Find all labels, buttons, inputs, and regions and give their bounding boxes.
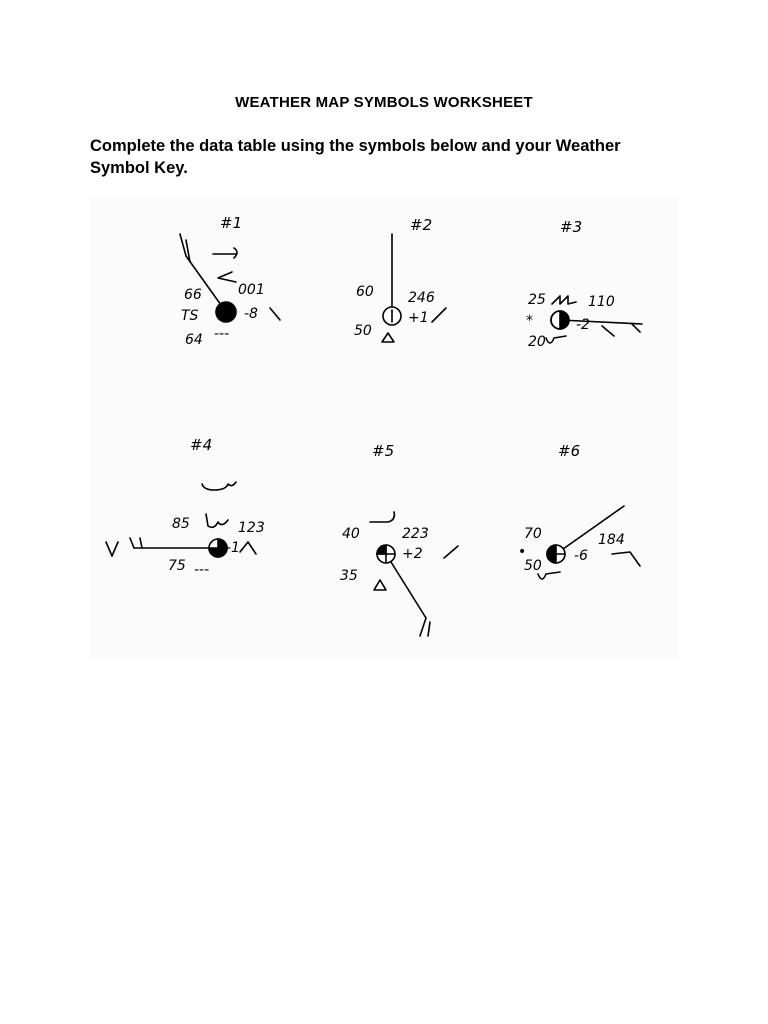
station-5 xyxy=(340,442,458,636)
worksheet-title: WEATHER MAP SYMBOLS WORKSHEET xyxy=(235,94,533,111)
wind-barb xyxy=(130,538,134,548)
high-cloud-symbol xyxy=(213,248,237,258)
station-label: #2 xyxy=(410,216,433,234)
dew-point: 50 xyxy=(524,558,542,574)
present-weather: * xyxy=(526,313,533,329)
pressure: 110 xyxy=(588,294,615,310)
wind-barb xyxy=(420,618,426,636)
wind-barb xyxy=(428,622,430,636)
station-4 xyxy=(106,436,265,578)
pressure-change: +2 xyxy=(402,546,423,562)
low-cloud-symbol xyxy=(374,580,386,590)
instructions-line-1: Complete the data table using the symbols below and your Weather xyxy=(90,137,621,155)
pressure-tendency xyxy=(432,308,446,322)
pressure-change: +1 xyxy=(408,310,429,326)
low-cloud-symbol xyxy=(546,336,566,343)
dew-point: 35 xyxy=(340,568,358,584)
dew-point: 20 xyxy=(528,334,546,350)
station-label: #6 xyxy=(558,442,581,460)
pressure-tendency xyxy=(612,552,640,566)
wind-barb xyxy=(632,324,640,332)
pressure-change: -2 xyxy=(576,317,590,333)
temperature: 66 xyxy=(184,287,202,303)
station-3 xyxy=(526,218,642,350)
visibility-symbol xyxy=(106,542,118,556)
wind-shaft xyxy=(386,554,426,618)
middle-cloud-symbol xyxy=(218,272,236,282)
station-models-figure xyxy=(90,198,678,658)
pressure-tendency xyxy=(602,326,614,336)
temperature: 60 xyxy=(356,284,374,300)
wind-shaft xyxy=(560,320,642,324)
high-cloud-symbol xyxy=(370,512,394,522)
dew-point: 50 xyxy=(354,323,372,339)
station-6 xyxy=(518,442,640,579)
dew-point: 64 xyxy=(185,332,203,348)
station-label: #3 xyxy=(560,218,583,236)
instructions xyxy=(90,135,690,179)
temperature: 40 xyxy=(342,526,360,542)
station-circle-full xyxy=(216,302,236,322)
pressure: 246 xyxy=(408,290,435,306)
instructions-line-2: Symbol Key. xyxy=(90,159,188,177)
station-label: #4 xyxy=(190,436,213,454)
station-2 xyxy=(354,216,446,342)
pressure: 184 xyxy=(598,532,625,548)
dew-point: 75 xyxy=(168,558,186,574)
high-cloud-symbol xyxy=(202,482,236,490)
present-weather: • xyxy=(518,544,527,560)
low-cloud-symbol xyxy=(382,333,394,342)
middle-cloud-symbol xyxy=(206,514,228,527)
pressure-tendency xyxy=(270,308,280,320)
pressure-change: -1 xyxy=(226,540,240,556)
pressure: 123 xyxy=(238,520,265,536)
pressure-tendency xyxy=(444,546,458,558)
temperature: 85 xyxy=(172,516,190,532)
low-cloud-symbol: --- xyxy=(194,562,210,578)
wind-barb xyxy=(180,234,186,256)
pressure-change: -8 xyxy=(244,306,258,322)
pressure: 001 xyxy=(238,282,265,298)
station-label: #1 xyxy=(220,214,243,232)
low-cloud-symbol: --- xyxy=(214,326,230,342)
pressure-change: -6 xyxy=(574,548,588,564)
middle-cloud-symbol xyxy=(552,296,576,304)
present-weather: TS xyxy=(181,308,199,324)
station-models-drawing xyxy=(90,198,678,658)
wind-barb xyxy=(140,538,142,548)
station-label: #5 xyxy=(372,442,395,460)
station-1 xyxy=(180,214,280,348)
cloud-cover-fill xyxy=(560,311,569,329)
pressure-tendency xyxy=(240,542,256,554)
temperature: 25 xyxy=(528,292,546,308)
temperature: 70 xyxy=(524,526,542,542)
pressure: 223 xyxy=(402,526,429,542)
cloud-cover-fill xyxy=(377,545,386,554)
